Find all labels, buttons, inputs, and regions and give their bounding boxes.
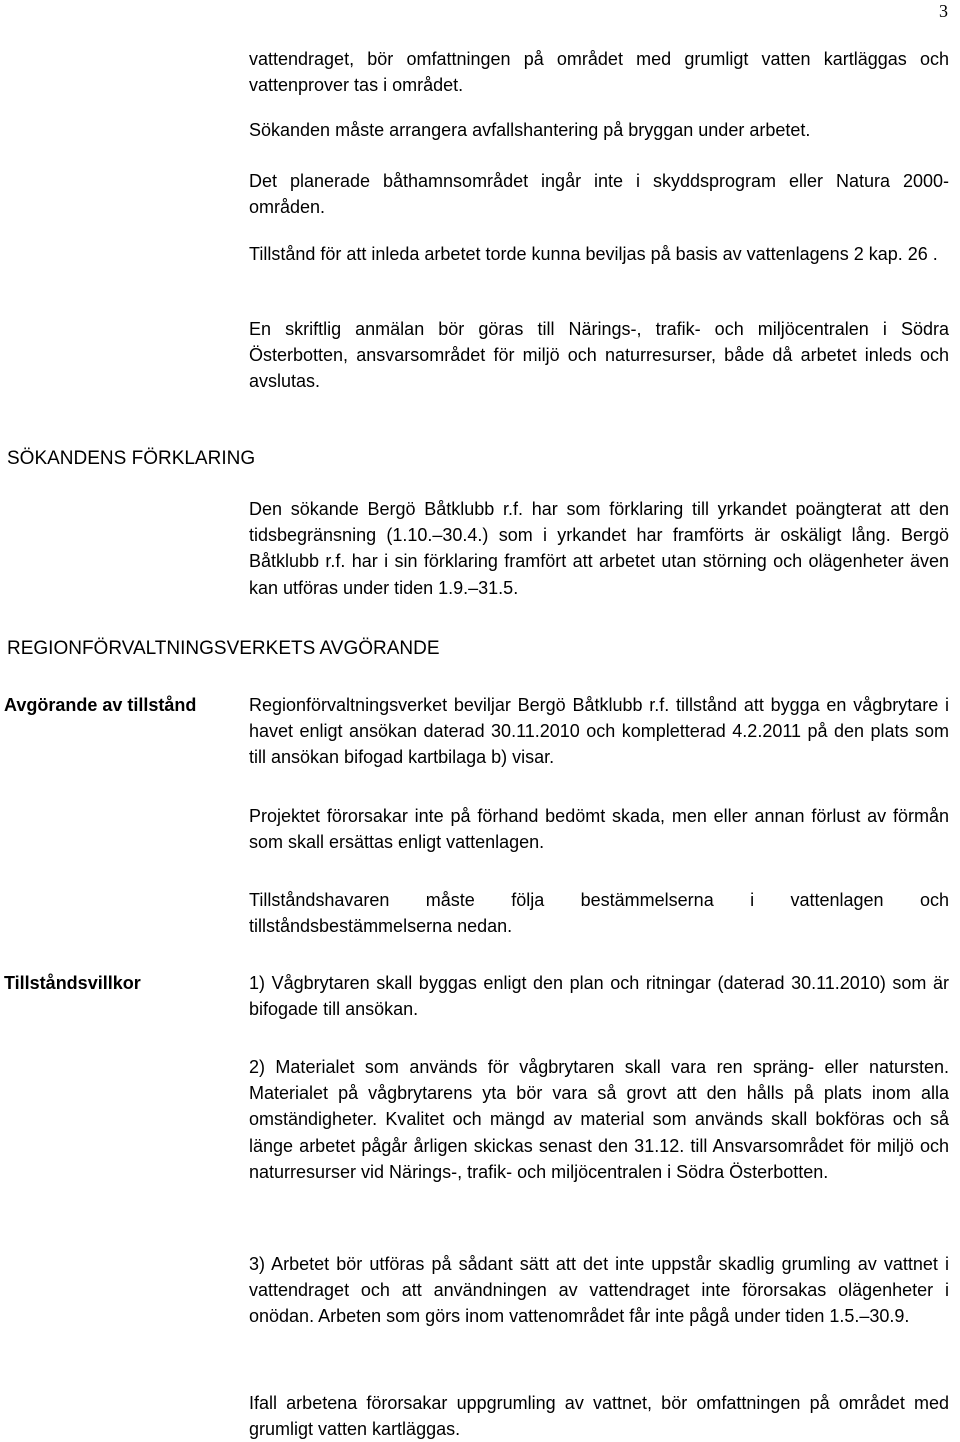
intro-paragraph-2: Sökanden måste arrangera avfallshantering på bryggan under arbetet.: [249, 120, 811, 140]
villkor-condition-3: 3) Arbetet bör utföras på sådant sätt att det inte uppstår skadlig grumling av vattnet i vattendraget och att användningen av vattendraget inte förorsakas olägenheter i onödan. Arbeten som görs inom vattenområdet får inte pågå under tiden 1.5.–30.9.: [249, 1254, 949, 1327]
avgorande-label: Avgörande av tillstånd: [4, 695, 197, 715]
avgorande-heading: REGIONFÖRVALTNINGSVERKETS AVGÖRANDE: [7, 638, 440, 659]
villkor-condition-1: 1) Vågbrytaren skall byggas enligt den plan och ritningar (daterad 30.11.2010) som är bifogade till ansökan.: [249, 973, 949, 1020]
page-number: 3: [939, 1, 948, 21]
villkor-condition-4: Ifall arbetena förorsakar uppgrumling av vattnet, bör omfattningen på området med grumligt vatten kartläggas.: [249, 1393, 949, 1440]
intro-paragraph-4: Tillstånd för att inleda arbetet torde kunna beviljas på basis av vattenlagens 2 kap. 26 .: [249, 244, 938, 264]
avgorande-paragraph-1: Regionförvaltningsverket beviljar Bergö Båtklubb r.f. tillstånd att bygga en vågbrytare i havet enligt ansökan daterad 30.11.2010 och kompletterad 4.2.2011 på den plats som till ansökan bifogad kartbilaga b) visar.: [249, 695, 949, 768]
sokandens-heading: SÖKANDENS FÖRKLARING: [7, 448, 256, 469]
intro-paragraph-3: Det planerade båthamnsområdet ingår inte i skyddsprogram eller Natura 2000-områden.: [249, 171, 949, 218]
intro-paragraph-5: En skriftlig anmälan bör göras till Närings-, trafik- och miljöcentralen i Södra Österbotten, ansvarsområdet för miljö och naturresurser, både då arbetet inleds och avslutas.: [249, 319, 949, 392]
villkor-label: Tillståndsvillkor: [4, 973, 141, 993]
villkor-condition-2: 2) Materialet som används för vågbrytaren skall vara ren spräng- eller natursten. Materialet på vågbrytarens yta bör vara så grovt att den hålls på plats inom alla omständigheter. Kvalitet och mängd av material som används skall bokföras och så länge arbetet pågår årligen skickas senast den 31.12. till Ansvarsområdet för miljö och naturresurser vid Närings-, trafik- och miljöcentralen i Södra Österbotten.: [249, 1057, 949, 1182]
intro-paragraph-1: vattendraget, bör omfattningen på området med grumligt vatten kartläggas och vattenprover tas i området.: [249, 49, 949, 96]
avgorande-paragraph-3: Tillståndshavaren måste följa bestämmelserna i vattenlagen och tillståndsbestämmelserna nedan.: [249, 890, 949, 937]
avgorande-paragraph-2: Projektet förorsakar inte på förhand bedömt skada, men eller annan förlust av förmån som skall ersättas enligt vattenlagen.: [249, 806, 949, 853]
sokandens-text: Den sökande Bergö Båtklubb r.f. har som förklaring till yrkandet poängterat att den tidsbegränsning (1.10.–30.4.) som i yrkandet har framförts är oskäligt lång. Bergö Båtklubb r.f. har i sin förklaring framfört att arbetet utan störning och olägenheter även kan utföras under tiden 1.9.–31.5.: [249, 499, 949, 598]
